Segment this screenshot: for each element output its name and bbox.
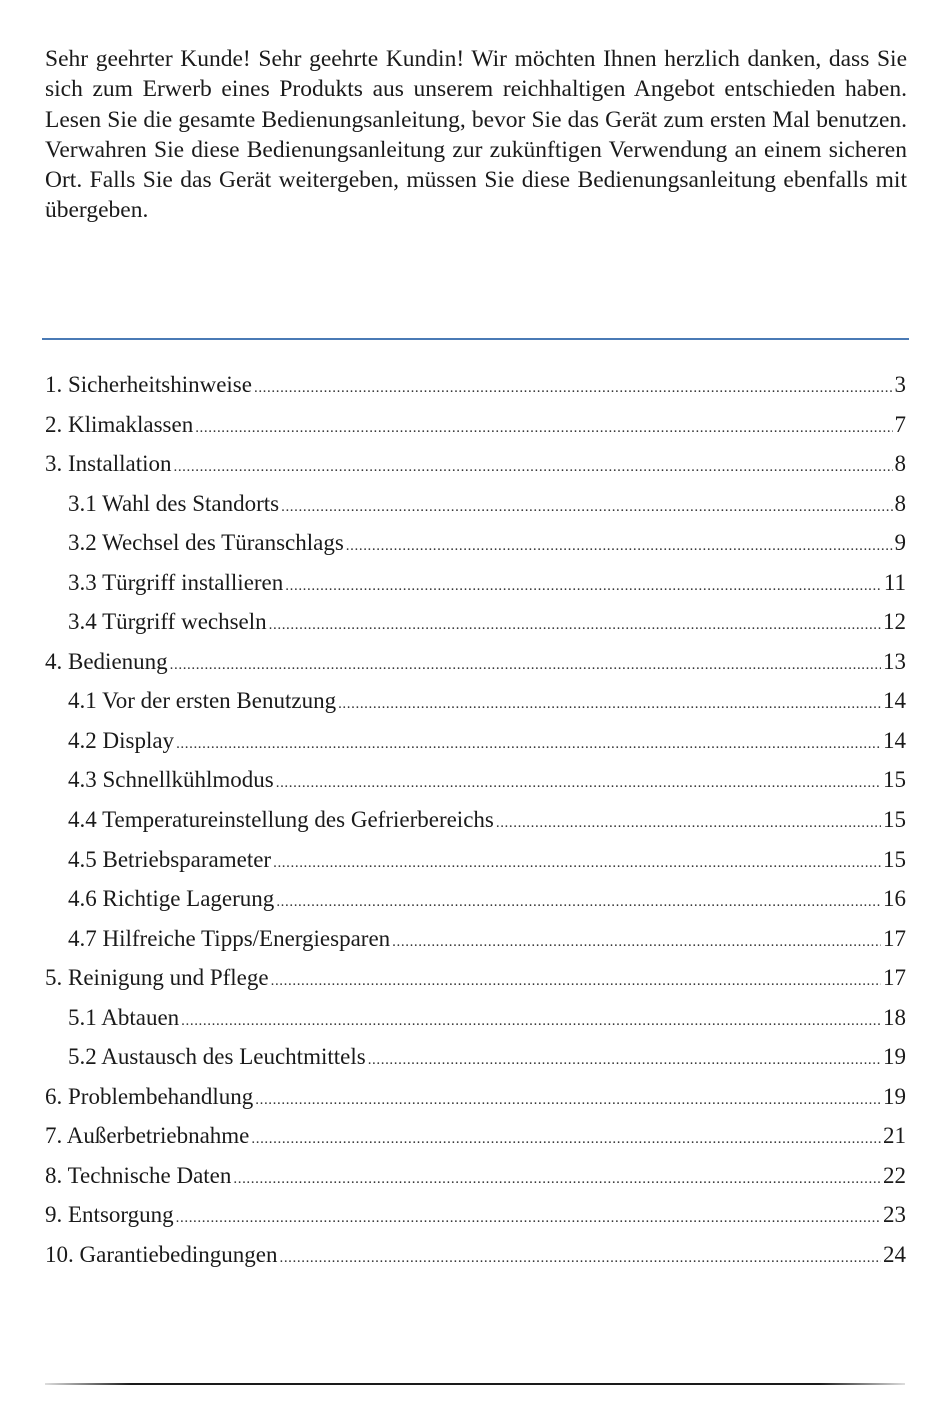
toc-entry-page-number: 18 [883, 1004, 906, 1030]
toc-entry-label: 5. Reinigung und Pflege [45, 965, 269, 991]
footer-divider [45, 1383, 905, 1385]
toc-entry[interactable] [45, 840, 906, 880]
toc-entry-page-number: 23 [883, 1202, 906, 1228]
toc-entry-label: 6. Problembehandlung [45, 1083, 254, 1109]
toc-entry[interactable] [45, 721, 906, 761]
toc-entry-label: 1. Sicherheitshinweise [45, 372, 252, 397]
toc-entry-page-number: 13 [883, 648, 906, 674]
toc-dot-leader [269, 606, 881, 642]
toc-entry-label: 9. Entsorgung [45, 1202, 174, 1228]
toc-entry-page-number: 12 [883, 609, 906, 635]
toc-entry[interactable] [45, 1037, 906, 1077]
toc-entry-page-number: 17 [883, 965, 906, 991]
toc-entry[interactable] [45, 484, 906, 524]
toc-entry-label: 7. Außerbetriebnahme [45, 1123, 250, 1149]
toc-dot-leader [181, 1002, 881, 1038]
toc-entry-label: 4.4 Temperatureinstellung des Gefrierbereichs [68, 807, 494, 833]
toc-entry-page-number: 14 [883, 688, 906, 714]
toc-entry-page-number: 15 [883, 807, 906, 833]
section-divider [42, 338, 909, 340]
toc-dot-leader [176, 725, 881, 761]
toc-entry[interactable] [45, 998, 906, 1038]
toc-entry-page-number: 7 [894, 411, 906, 437]
toc-entry-page-number: 14 [883, 727, 906, 753]
toc-entry-label: 4.1 Vor der ersten Benutzung [68, 688, 337, 714]
toc-entry-label: 4.3 Schnellkühlmodus [68, 767, 274, 793]
toc-dot-leader [279, 1239, 881, 1275]
toc-entry[interactable] [45, 681, 906, 721]
toc-entry-page-number: 15 [883, 767, 906, 793]
toc-entry[interactable] [45, 523, 906, 563]
toc-entry[interactable] [45, 1235, 906, 1275]
toc-dot-leader [281, 488, 892, 524]
toc-dot-leader [392, 923, 881, 959]
toc-entry-page-number: 19 [883, 1044, 906, 1070]
toc-entry[interactable] [45, 602, 906, 642]
toc-entry-label: 4. Bedienung [45, 648, 168, 674]
toc-entry-page-number: 9 [894, 530, 906, 556]
toc-entry-page-number: 19 [883, 1083, 906, 1109]
toc-entry[interactable] [45, 1195, 906, 1235]
toc-entry-label: 3.1 Wahl des Standorts [68, 490, 280, 516]
toc-dot-leader [170, 646, 881, 682]
toc-entry-label: 3.3 Türgriff installieren [68, 569, 284, 595]
toc-entry-label: 5.1 Abtauen [68, 1004, 180, 1030]
toc-dot-leader [173, 448, 892, 484]
toc-entry-label: 3.2 Wechsel des Türanschlags [68, 530, 344, 556]
toc-entry[interactable] [45, 919, 906, 959]
toc-entry-page-number: 11 [883, 569, 906, 595]
toc-entry-label: 4.2 Display [68, 727, 175, 753]
toc-entry[interactable] [45, 642, 906, 682]
toc-dot-leader [233, 1160, 881, 1196]
toc-entry[interactable] [45, 444, 906, 484]
toc-dot-leader [176, 1199, 881, 1235]
toc-dot-leader [276, 764, 881, 800]
toc-dot-leader [338, 685, 881, 721]
toc-entry-label: 4.7 Hilfreiche Tipps/Energiesparen [68, 925, 391, 951]
toc-entry-label: 3.4 Türgriff wechseln [68, 609, 267, 635]
toc-entry-page-number: 8 [894, 490, 906, 516]
intro-paragraph: Sehr geehrter Kunde! Sehr geehrte Kundin! Wir möchten Ihnen herzlich danken, dass Sie sich zum Erwerb eines Produkts aus unserem reichhaltigen Angebot entschieden haben. Lesen Sie die gesamte Bedienungsanleitung, bevor Sie das Gerät zum ersten Mal benutzen. Verwahren Sie diese Bedienungsanleitung zur zukünftigen Verwendung an einem sicheren Ort. Falls Sie das Gerät weitergeben, müssen Sie diese Bedienungsanleitung ebenfalls mit übergeben. [45, 46, 907, 224]
toc-entry-page-number: 3 [894, 372, 906, 397]
toc-entry-label: 4.6 Richtige Lagerung [68, 886, 275, 912]
toc-dot-leader [251, 1120, 881, 1156]
toc-entry[interactable] [45, 760, 906, 800]
toc-entry-page-number: 17 [883, 925, 906, 951]
toc-entry-label: 2. Klimaklassen [45, 411, 194, 437]
toc-entry[interactable] [45, 1116, 906, 1156]
toc-entry[interactable] [45, 365, 906, 405]
toc-entry-label: 8. Technische Daten [45, 1162, 232, 1188]
toc-dot-leader [285, 567, 882, 603]
toc-entry[interactable] [45, 405, 906, 445]
toc-entry[interactable] [45, 958, 906, 998]
toc-entry-label: 4.5 Betriebsparameter [68, 846, 272, 872]
toc-entry[interactable] [45, 1077, 906, 1117]
toc-dot-leader [255, 1081, 881, 1117]
toc-entry-page-number: 16 [883, 886, 906, 912]
toc-dot-leader [195, 409, 892, 445]
toc-entry[interactable] [45, 1156, 906, 1196]
toc-entry-page-number: 8 [894, 451, 906, 477]
toc-dot-leader [276, 883, 881, 919]
toc-entry[interactable] [45, 800, 906, 840]
toc-entry-label: 5.2 Austausch des Leuchtmittels [68, 1044, 366, 1070]
toc-entry-page-number: 15 [883, 846, 906, 872]
toc-entry-page-number: 22 [883, 1162, 906, 1188]
toc-dot-leader [271, 962, 881, 998]
toc-entry[interactable] [45, 563, 906, 603]
toc-entry-label: 10. Garantiebedingungen [45, 1242, 278, 1268]
table-of-contents [45, 365, 906, 1275]
toc-entry[interactable] [45, 879, 906, 919]
toc-entry-page-number: 21 [883, 1123, 906, 1149]
toc-entry-label: 3. Installation [45, 451, 172, 477]
toc-entry-page-number: 24 [883, 1242, 906, 1268]
toc-dot-leader [496, 804, 881, 840]
toc-dot-leader [346, 527, 893, 563]
toc-dot-leader [254, 369, 893, 405]
toc-dot-leader [273, 844, 881, 880]
toc-dot-leader [368, 1041, 881, 1077]
